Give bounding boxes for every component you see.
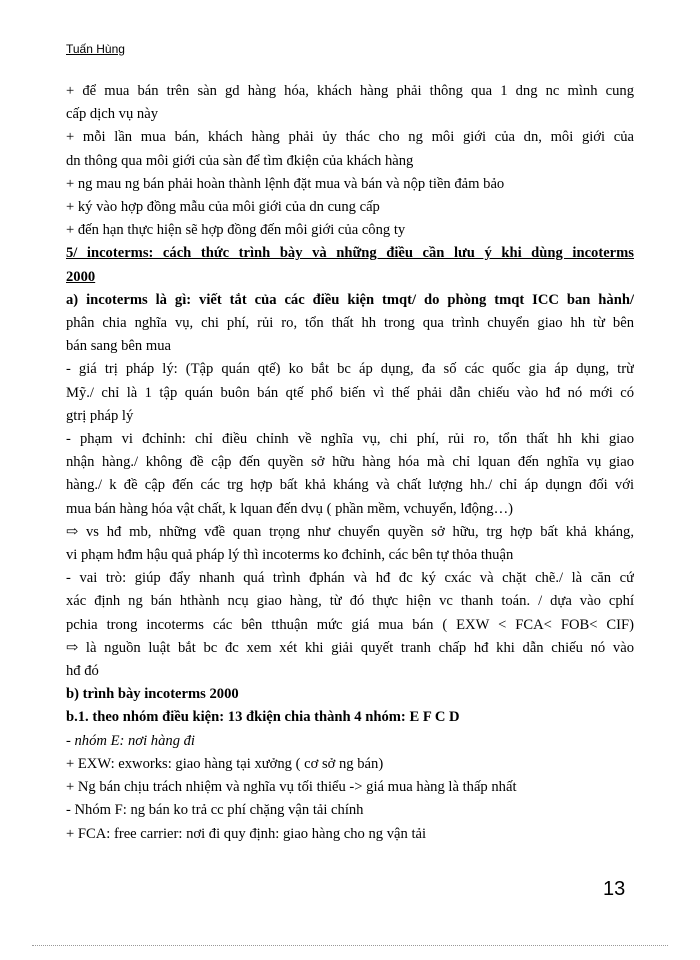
text-line: hàng./ k đề cập đến các trg hợp bất khả kháng và chất lượng hh./ chỉ áp dụngn đối với [66, 477, 634, 494]
section-heading-continued: 2000 [66, 268, 96, 285]
text-line: Mỹ./ chỉ là 1 tập quán buôn bán qtế phổ biến vì thế phải dẫn chiếu vào hđ nó mới có [66, 384, 634, 401]
text-line: + mỗi lần mua bán, khách hàng phải ủy thác cho ng môi giới của dn, môi giới của [66, 129, 634, 146]
section-heading: 5/ incoterms: cách thức trình bày và những điều cần lưu ý khi dùng incoterms [66, 245, 634, 262]
text-line: ⇨ vs hđ mb, những vđề quan trọng như chuyển quyền sở hữu, trg hợp bất khả kháng, [66, 523, 634, 540]
text-line: nhận hàng./ không đề cập đến quyền sở hữu hàng hóa mà chỉ lquan đến nghĩa vụ giao [66, 454, 634, 471]
text-line: phân chia nghĩa vụ, chi phí, rủi ro, tổn thất hh trong qua trình chuyển giao hh từ bên [66, 315, 634, 332]
subsection-heading: a) incoterms là gì: viết tắt của các điều kiện tmqt/ do phòng tmqt ICC ban hành/ [66, 291, 634, 308]
text-line: bán sang bên mua [66, 338, 171, 355]
footer-divider [32, 945, 668, 946]
page-header-author: Tuấn Hùng [66, 42, 125, 56]
text-line: - Nhóm F: ng bán ko trả cc phí chặng vận tải chính [66, 802, 364, 819]
text-line: - giá trị pháp lý: (Tập quán qtế) ko bắt bc áp dụng, đa số các quốc gia áp dụng, trừ [66, 361, 634, 378]
text-line: + để mua bán trên sàn gd hàng hóa, khách hàng phải thông qua 1 dng nc mình cung [66, 83, 634, 99]
text-line: - vai trò: giúp đẩy nhanh quá trình đphán và hđ đc ký cxác và chặt chẽ./ là căn cứ [66, 570, 634, 587]
text-line: - phạm vi đchỉnh: chỉ điều chỉnh về nghĩa vụ, chi phí, rủi ro, tổn thất hh khi giao [66, 431, 634, 448]
text-line: pchia trong incoterms các bên tthuận mức giá mua bán ( EXW < FCA< FOB< CIF) [66, 616, 634, 633]
text-line: gtrị pháp lý [66, 407, 134, 424]
text-line: + ký vào hợp đồng mẫu của môi giới của dn cung cấp [66, 199, 380, 216]
text-line: + FCA: free carrier: nơi đi quy định: giao hàng cho ng vận tải [66, 825, 427, 842]
text-line: + ng mau ng bán phải hoàn thành lệnh đặt mua và bán và nộp tiền đảm bảo [66, 175, 505, 192]
subsection-heading: b.1. theo nhóm điều kiện: 13 đkiện chia thành 4 nhóm: E F C D [66, 709, 460, 726]
text-line: vi phạm hđm hậu quả pháp lý thì incoterms ko đchỉnh, các bên tự thỏa thuận [66, 547, 514, 564]
text-line: + EXW: exworks: giao hàng tại xưởng ( cơ sở ng bán) [66, 755, 384, 772]
text-line: mua bán hàng hóa vật chất, k lquan đến dvụ ( phần mềm, vchuyển, lđộng…) [66, 500, 514, 517]
text-line: cấp dịch vụ này [66, 106, 158, 123]
text-line: hđ đó [66, 663, 99, 680]
page-number: 13 [603, 878, 626, 900]
text-line: ⇨ là nguồn luật bắt bc đc xem xét khi giải quyết tranh chấp hđ khi dẫn chiếu nó vào [66, 639, 634, 656]
text-line: - nhóm E: nơi hàng đi [66, 732, 195, 749]
text-line: dn thông qua môi giới của sàn để tìm đkiện của khách hàng [66, 152, 414, 169]
text-line: xác định ng bán hthành ncụ giao hàng, từ đó thực hiện vc thanh toán. / dựa vào cphí [66, 593, 634, 610]
text-line: + Ng bán chịu trách nhiệm và nghĩa vụ tối thiểu -> giá mua hàng là thấp nhất [66, 779, 517, 796]
subsection-heading: b) trình bày incoterms 2000 [66, 686, 239, 703]
text-line: + đến hạn thực hiện sẽ hợp đồng đến môi giới của công ty [66, 222, 406, 239]
document-body [66, 80, 634, 846]
